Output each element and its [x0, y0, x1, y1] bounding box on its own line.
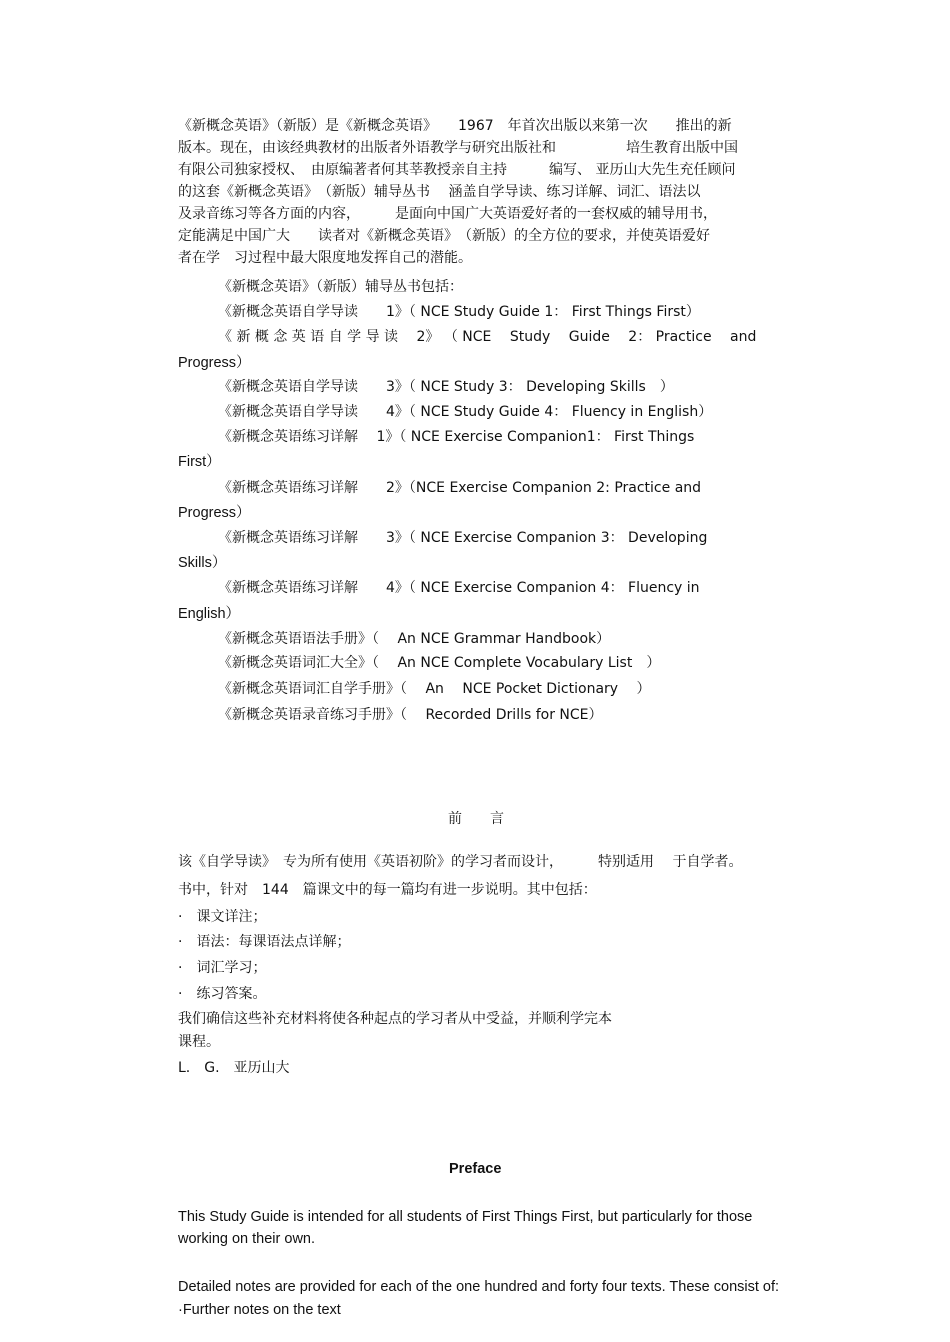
preface-line: working on their own. — [178, 1231, 316, 1247]
series-item: 《新概念英语练习详解 1》（ NCE Exercise Companion1： First Things — [218, 429, 695, 445]
preface-line: This Study Guide is intended for all students of First Things First, but particularly for those — [178, 1209, 753, 1225]
foreword-line: 该《自学导读》 专为所有使用《英语初阶》的学习者而设计， 特别适用 于自学者。 — [178, 854, 743, 870]
series-item: 《 新 概 念 英 语 自 学 导 读 2》 （ NCE Study Guide 2： Practice and — [218, 329, 757, 345]
foreword-line: 书中，针对 144 篇课文中的每一篇均有进一步说明。其中包括： — [178, 882, 597, 898]
foreword-bullet: · 练习答案。 — [178, 986, 267, 1002]
foreword-line: 我们确信这些补充材料将使各种起点的学习者从中受益，并顺利学完本 — [178, 1011, 612, 1027]
foreword-title: 前 言 — [448, 811, 504, 827]
intro-line: 者在学 习过程中最大限度地发挥自己的潜能。 — [178, 250, 472, 266]
series-item: 《新概念英语练习详解 3》（ NCE Exercise Companion 3： Developing — [218, 530, 708, 546]
series-item-wrap: Skills） — [178, 555, 227, 571]
series-item-wrap: First） — [178, 454, 221, 470]
preface-line: ·Further notes on the text — [178, 1302, 341, 1318]
series-item: 《新概念英语练习详解 4》（ NCE Exercise Companion 4： Fluency in — [218, 580, 700, 596]
series-item-wrap: Progress） — [178, 505, 251, 521]
foreword-line: 课程。 — [178, 1034, 220, 1050]
series-heading: 《新概念英语》（新版）辅导丛书包括： — [218, 279, 463, 295]
series-item: 《新概念英语自学导读 3》（ NCE Study 3： Developing Skills ） — [218, 379, 674, 395]
series-item-wrap: English） — [178, 606, 241, 622]
series-item: 《新概念英语自学导读 4》（ NCE Study Guide 4： Fluency in English） — [218, 404, 713, 420]
foreword-bullet: · 语法：每课语法点详解； — [178, 934, 351, 950]
intro-line: 的这套《新概念英语》 （新版）辅导丛书 涵盖自学导读、练习详解、词汇、语法以 — [178, 184, 701, 200]
intro-line: 有限公司独家授权、 由原编著者何其莘教授亲自主持 编写、 亚历山大先生充任顾问 — [178, 162, 736, 178]
intro-line: 版本。现在，由该经典教材的出版者外语教学与研究出版社和 培生教育出版中国 — [178, 140, 738, 156]
foreword-signature: L. G. 亚历山大 — [178, 1060, 290, 1076]
series-item: 《新概念英语语法手册》（ An NCE Grammar Handbook） — [218, 631, 611, 647]
intro-line: 及录音练习等各方面的内容， 是面向中国广大英语爱好者的一套权威的辅导用书， — [178, 206, 717, 222]
intro-line: 《新概念英语》（新版）是《新概念英语》 1967 年首次出版以来第一次 推出的新 — [178, 118, 732, 134]
foreword-bullet: · 词汇学习； — [178, 960, 267, 976]
series-item: 《新概念英语自学导读 1》（ NCE Study Guide 1： First Things First） — [218, 304, 700, 320]
series-item: 《新概念英语词汇自学手册》（ An NCE Pocket Dictionary ） — [218, 681, 651, 697]
series-item-wrap: Progress） — [178, 355, 251, 371]
series-item: 《新概念英语录音练习手册》（ Recorded Drills for NCE） — [218, 707, 603, 723]
foreword-bullet: · 课文详注； — [178, 909, 267, 925]
series-item: 《新概念英语练习详解 2》（NCE Exercise Companion 2: Practice and — [218, 480, 702, 496]
series-item: 《新概念英语词汇大全》（ An NCE Complete Vocabulary List ） — [218, 655, 661, 671]
preface-title: Preface — [449, 1161, 502, 1177]
preface-line: Detailed notes are provided for each of the one hundred and forty four texts. These consist of: — [178, 1279, 780, 1295]
intro-line: 定能满足中国广大 读者对《新概念英语》 （新版）的全方位的要求，并使英语爱好 — [178, 228, 710, 244]
